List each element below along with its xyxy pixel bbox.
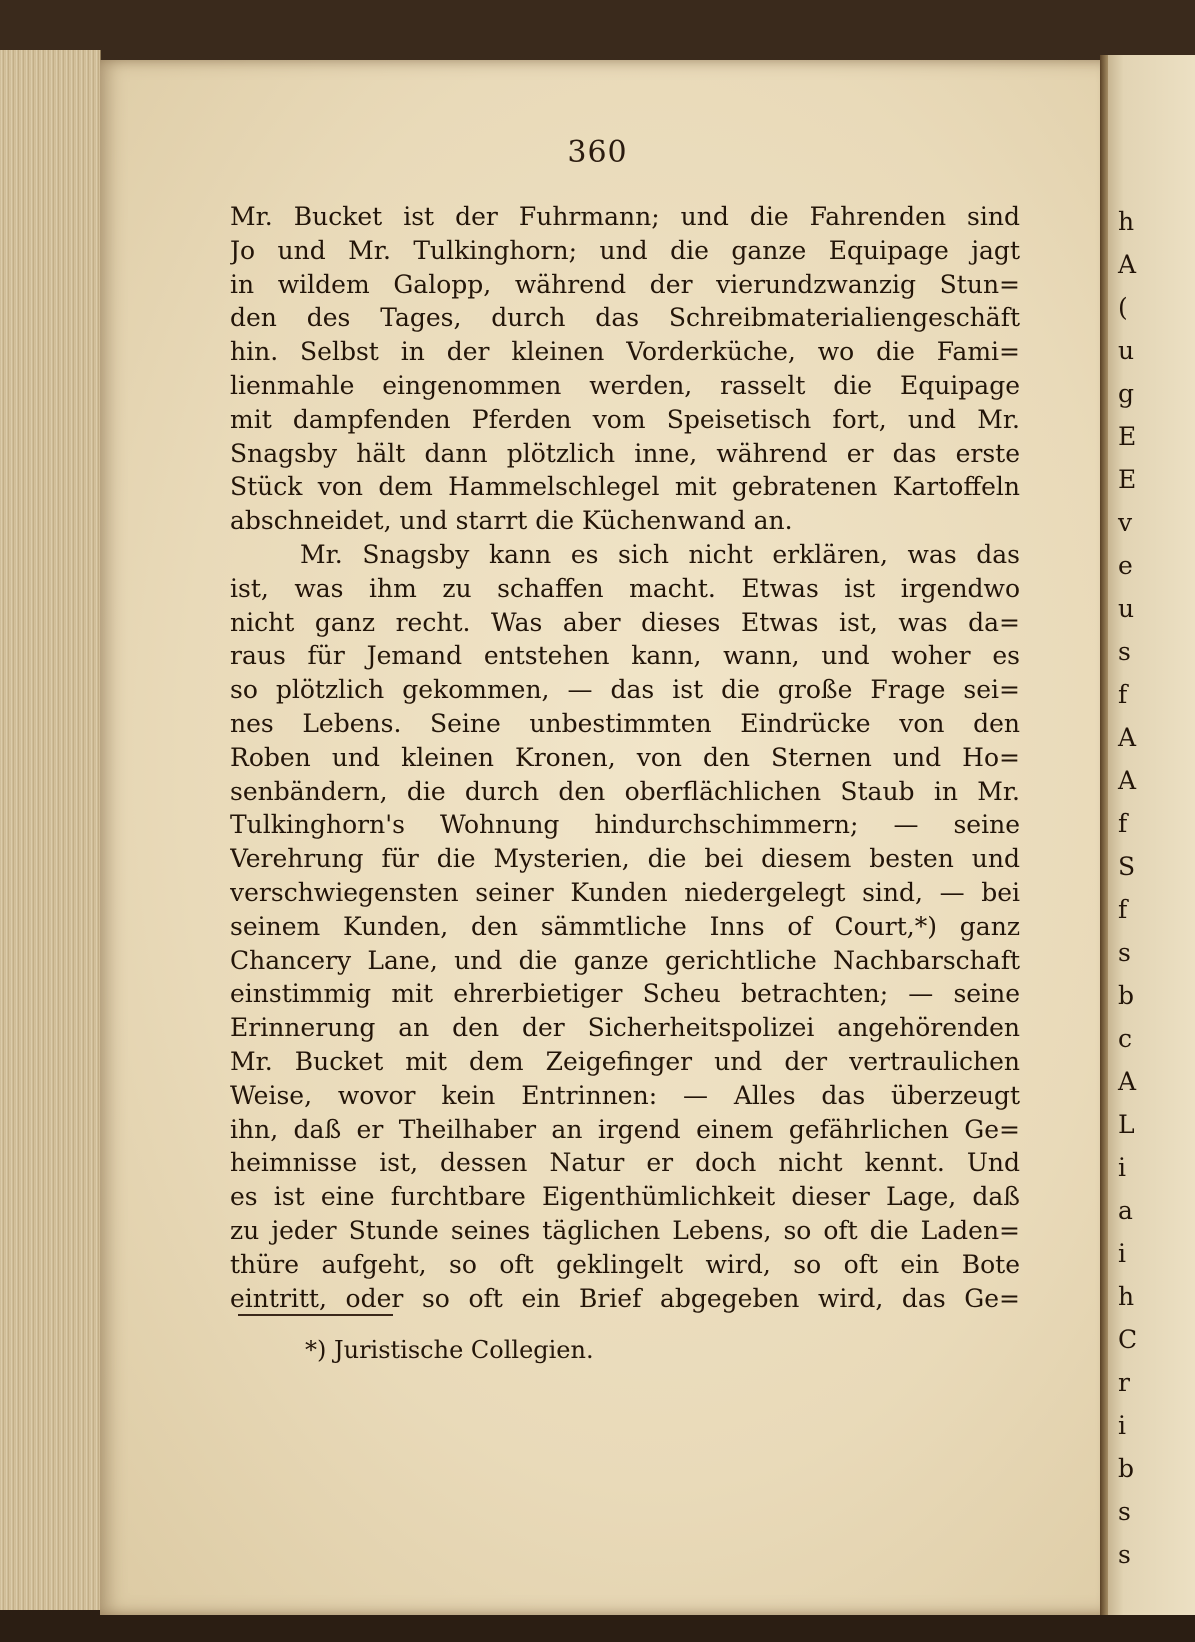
facing-page-letters: [1118, 200, 1148, 1576]
facing-page-letter: v: [1118, 508, 1133, 537]
facing-page-letter: u: [1118, 594, 1135, 623]
text-line: Snagsby hält dann plötzlich inne, während er das erste: [230, 438, 1020, 468]
facing-page-letter: f: [1118, 809, 1128, 838]
facing-page-letter: b: [1118, 981, 1135, 1010]
text-line: abschneidet, und starrt die Küchenwand an.: [230, 506, 793, 536]
facing-page-letter: (: [1118, 293, 1128, 322]
facing-page-letter: a: [1118, 1196, 1133, 1225]
text-line: Chancery Lane, und die ganze gerichtliche Nachbarschaft: [230, 945, 1020, 975]
book-spine: [1100, 55, 1108, 1615]
text-line: Jo und Mr. Tulkinghorn; und die ganze Equipage jagt: [230, 235, 1020, 265]
facing-page-letter: r: [1118, 1368, 1130, 1397]
text-line: einstimmig mit ehrerbietiger Scheu betrachten; — seine: [230, 979, 1020, 1009]
text-line: nes Lebens. Seine unbestimmten Eindrücke von den: [230, 708, 1020, 738]
text-line: heimnisse ist, dessen Natur er doch nicht kennt. Und: [230, 1148, 1020, 1178]
text-line: seinem Kunden, den sämmtliche Inns of Court,*) ganz: [230, 911, 1020, 941]
text-line: lienmahle eingenommen werden, rasselt die Equipage: [230, 370, 1020, 400]
footnote: *) Juristische Collegien.: [305, 1336, 594, 1364]
text-line: den des Tages, durch das Schreibmaterialiengeschäft: [230, 303, 1020, 333]
facing-page-letter: A: [1118, 723, 1137, 752]
facing-page-letter: A: [1118, 766, 1137, 795]
page-edges: [0, 50, 101, 1610]
text-line: Stück von dem Hammelschlegel mit gebratenen Kartoffeln: [230, 472, 1020, 502]
text-line: hin. Selbst in der kleinen Vorderküche, wo die Fami=: [230, 337, 1020, 367]
text-line: thüre aufgeht, so oft geklingelt wird, so oft ein Bote: [230, 1249, 1020, 1279]
facing-page-letter: f: [1118, 895, 1128, 924]
facing-page-letter: C: [1118, 1325, 1138, 1354]
facing-page-letter: u: [1118, 336, 1135, 365]
facing-page-letter: i: [1118, 1153, 1126, 1182]
facing-page-letter: E: [1118, 422, 1137, 451]
facing-page-letter: h: [1118, 1282, 1135, 1311]
facing-page-letter: s: [1118, 938, 1131, 967]
facing-page-letter: e: [1118, 551, 1133, 580]
text-line: in wildem Galopp, während der vierundzwanzig Stun=: [230, 269, 1020, 299]
page-number: 360: [567, 135, 628, 170]
facing-page-letter: A: [1118, 1067, 1137, 1096]
text-line: raus für Jemand entstehen kann, wann, und woher es: [230, 641, 1020, 671]
text-line: ihn, daß er Theilhaber an irgend einem gefährlichen Ge=: [230, 1114, 1020, 1144]
text-line: Tulkinghorn's Wohnung hindurchschimmern; — seine: [230, 810, 1020, 840]
facing-page-letter: i: [1118, 1239, 1126, 1268]
facing-page-letter: f: [1118, 680, 1128, 709]
facing-page-letter: S: [1118, 852, 1136, 881]
text-line: verschwiegensten seiner Kunden niedergelegt sind, — bei: [230, 877, 1020, 907]
text-line: Erinnerung an den der Sicherheitspolizei angehörenden: [230, 1013, 1020, 1043]
text-line: Roben und kleinen Kronen, von den Sternen und Ho=: [230, 742, 1020, 772]
text-line: so plötzlich gekommen, — das ist die große Frage sei=: [230, 675, 1020, 705]
facing-page-letter: s: [1118, 1497, 1131, 1526]
facing-page-letter: L: [1118, 1110, 1135, 1139]
text-line: Mr. Bucket mit dem Zeigefinger und der vertraulichen: [230, 1046, 1020, 1076]
facing-page-letter: A: [1118, 250, 1137, 279]
facing-page-letter: c: [1118, 1024, 1133, 1053]
text-line: Verehrung für die Mysterien, die bei diesem besten und: [230, 844, 1020, 874]
text-line: eintritt, oder so oft ein Brief abgegeben wird, das Ge=: [230, 1283, 1020, 1313]
facing-page-letter: b: [1118, 1454, 1135, 1483]
text-line: Weise, wovor kein Entrinnen: — Alles das überzeugt: [230, 1080, 1020, 1110]
facing-page-letter: g: [1118, 379, 1135, 408]
footnote-rule: [238, 1314, 393, 1316]
text-line: mit dampfenden Pferden vom Speisetisch fort, und Mr.: [230, 404, 1020, 434]
facing-page-letter: h: [1118, 207, 1135, 236]
text-line: Mr. Snagsby kann es sich nicht erklären, was das: [300, 539, 1020, 569]
facing-page-letter: s: [1118, 1540, 1131, 1569]
text-line: zu jeder Stunde seines täglichen Lebens, so oft die Laden=: [230, 1215, 1020, 1245]
facing-page-letter: i: [1118, 1411, 1126, 1440]
facing-page-letter: E: [1118, 465, 1137, 494]
text-line: ist, was ihm zu schaffen macht. Etwas ist irgendwo: [230, 573, 1020, 603]
text-line: es ist eine furchtbare Eigenthümlichkeit dieser Lage, daß: [230, 1182, 1020, 1212]
text-line: nicht ganz recht. Was aber dieses Etwas ist, was da=: [230, 607, 1020, 637]
text-line: senbändern, die durch den oberflächlichen Staub in Mr.: [230, 776, 1020, 806]
text-line: Mr. Bucket ist der Fuhrmann; und die Fahrenden sind: [230, 202, 1020, 231]
body-text: [230, 200, 1020, 1315]
facing-page-letter: s: [1118, 637, 1131, 666]
